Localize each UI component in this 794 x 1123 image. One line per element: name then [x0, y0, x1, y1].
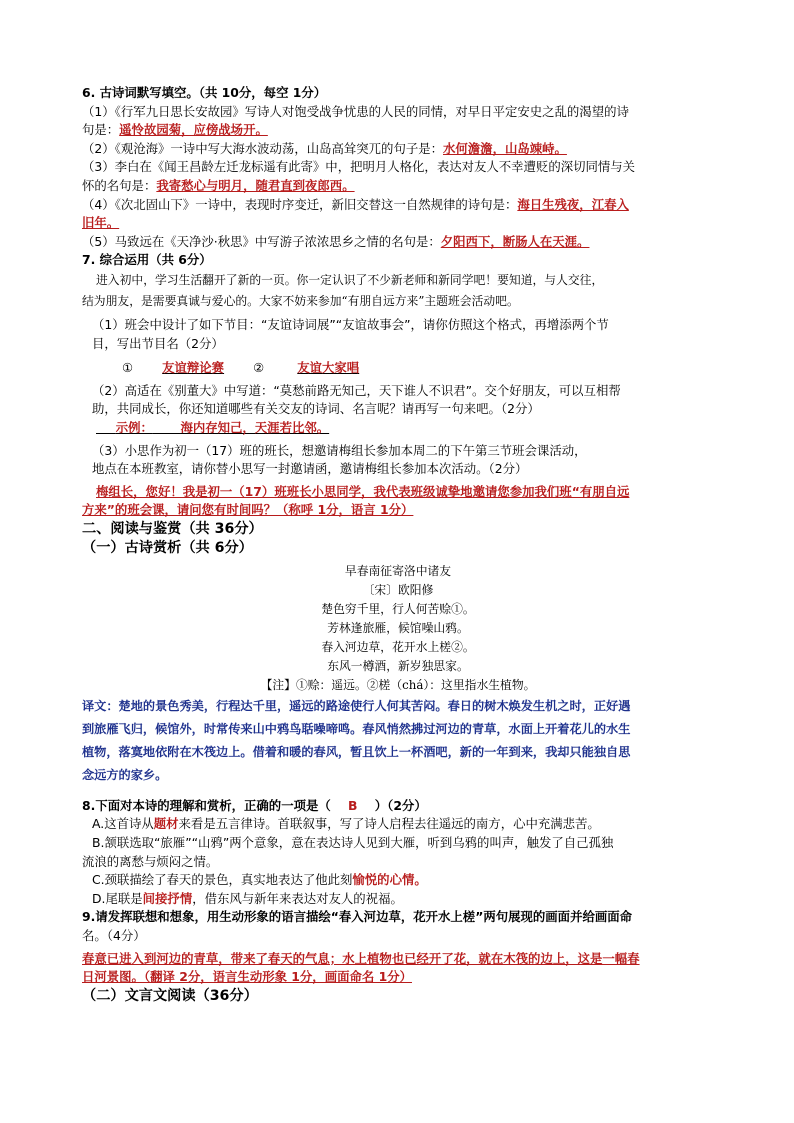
- section2-sub1-title: （一）古诗赏析（共 6分）: [82, 539, 253, 556]
- q9-answer-line1: 春意已进入到河边的青草，带来了春天的气息；水上植物也已经开了花，就在木筏的边上，这是一幅春: [82, 950, 640, 966]
- q7-title: 7. 综合运用（共 6分）: [82, 252, 212, 268]
- q6-item-5: （5）马致远在《天净沙·秋思》中写游子浓浓思乡之情的名句是：夕阳西下，断肠人在天涯。: [82, 233, 590, 249]
- q6-answer-1: 遥怜故园菊，应傍战场开。: [119, 122, 268, 138]
- q9-answer-line2: 日河景图。（翻译 2分，语言生动形象 1分，画面命名 1分）: [82, 969, 412, 985]
- q6-answer-2: 水何澹澹，山岛竦峙。: [443, 140, 567, 156]
- q7-part3-line2: 地点在本班教室，请你替小思写一封邀请函，邀请梅组长参加本次活动。（2分）: [92, 461, 528, 477]
- exam-page: [82, 84, 714, 1006]
- translation-line-4: 念远方的家乡。: [82, 767, 168, 782]
- q8-answer: B: [348, 797, 358, 813]
- poem-line-4: 东风一樽酒，新岁独思家。: [327, 658, 469, 673]
- q6-item-4-line2: [82, 214, 714, 233]
- q6-item-3-line2: 怀的名句是：我寄愁心与明月，随君直到夜郎西。: [82, 177, 355, 193]
- section2-title: 二、阅读与鉴赏（共 36分）: [82, 520, 263, 537]
- translation-line-2: 到旅雁飞归，候馆外，时常传来山中鸦鸟聒噪啼鸣。春风悄然拂过河边的青草，水面上开着花儿的水生: [82, 721, 631, 736]
- q7-part1-answers: ① 友谊辩论赛 ② 友谊大家唱: [82, 359, 714, 378]
- q6-item-2: （2）《观沧海》一诗中写大海水波动荡，山岛高耸突兀的句子是：水何澹澹，山岛竦峙。: [82, 140, 567, 156]
- q7-part2-blank: 示例： 海内存知己，天涯若比邻。: [115, 419, 330, 435]
- q7-intro-line1: 进入初中，学习生活翻开了新的一页。你一定认识了不少新老师和新同学吧！要知道，与人交往，: [96, 272, 604, 287]
- q7-part1-blank-1: 友谊辩论赛: [162, 360, 225, 376]
- q7-part2-answer: [82, 419, 714, 438]
- q7-part2-line2: 助，共同成长，你还知道哪些有关交友的诗词、名言呢？请再写一句来吧。（2分）: [92, 401, 540, 417]
- translation-line-3: 植物，落寞地依附在木筏边上。借着和暖的春风，暂且饮上一杯酒吧，新的一年到来，我却只能独自思: [82, 744, 631, 759]
- q9-stem-line1: 9.请发挥联想和想象，用生动形象的语言描绘“春入河边草，花开水上槎”两句展现的画面并给画面命: [82, 909, 633, 925]
- poem-note: 【注】①赊：遥远。②槎（chá）：这里指水生植物。: [260, 677, 536, 692]
- q6-answer-3: 我寄愁心与明月，随君直到夜郎西。: [156, 177, 355, 193]
- section2-sub2-title: （二）文言文阅读（36分）: [82, 987, 258, 1004]
- q8-option-d: D.尾联是间接抒情，借东风与新年来表达对友人的祝福。: [92, 890, 403, 906]
- q7-part3-answer-line2: 方来”的班会课，请问您有时间吗？（称呼 1分，语言 1分）: [82, 502, 414, 518]
- q7-intro-line2: 结为朋友，是需要真诚与爱心的。大家不妨来参加“有朋自远方来”主题班会活动吧。: [82, 293, 519, 308]
- q7-part2-line1: （2）高适在《别董大》中写道：“莫愁前路无知己，天下谁人不识君”。交个好朋友，可以互相帮: [92, 382, 621, 398]
- q8-option-a: A.这首诗从题材来看是五言律诗。首联叙事，写了诗人启程去往遥远的南方，心中充满悲苦。: [92, 816, 600, 832]
- q6-answer-4b: 旧年。: [82, 215, 120, 231]
- q6-item-3-line1: （3）李白在《闻王昌龄左迁龙标遥有此寄》中，把明月人格化，表达对友人不幸遭贬的深切同情与关: [82, 159, 636, 175]
- q7-part3-answer-line1: 梅组长，您好！我是初一（17）班班长小思同学，我代表班级诚挚地邀请您参加我们班“有朋自远: [96, 483, 630, 499]
- q7-part1-line1: （1）班会中设计了如下节目：“友谊诗词展”“友谊故事会”，请你仿照这个格式，再增添两个节: [92, 316, 609, 332]
- q8-stem: 8.下面对本诗的理解和赏析，正确的一项是（ B ）（2分）: [82, 797, 427, 813]
- translation-line-1: 译文：楚地的景色秀美，行程达千里，遥远的路途使行人何其苦闷。春日的树木焕发生机之时，正好遇: [82, 698, 631, 713]
- q7-part1-line2: 目，写出节目名（2分）: [92, 335, 224, 351]
- q6-item-1-line2: 句是：遥怜故园菊，应傍战场开。: [82, 122, 268, 138]
- q6-title: 6. 古诗词默写填空。（共 10分，每空 1分）: [82, 85, 327, 100]
- q6-item-4-line1: （4）《次北固山下》一诗中，表现时序变迁，新旧交替这一自然规律的诗句是：海日生残夜，江春入: [82, 196, 629, 212]
- q8-option-b-line1: B.颔联选取“旅雁”“山鸦”两个意象，意在表达诗人见到大雁，听到乌鸦的叫声，触发了自己孤独: [92, 835, 614, 851]
- q9-stem-line2: 名。（4分）: [82, 928, 146, 944]
- q7-part3-line1: （3）小思作为初一（17）班的班长，想邀请梅组长参加本周二的下午第三节班会课活动，: [92, 442, 587, 458]
- poem-line-1: 楚色穷千里，行人何苦赊①。: [321, 601, 475, 616]
- q8-option-c: C.颈联描绘了春天的景色，真实地表达了他此刻愉悦的心情。: [92, 872, 427, 888]
- q8-option-b-line2: 流浪的离愁与烦闷之情。: [82, 853, 219, 869]
- q7-part1-blank-2: 友谊大家唱: [297, 360, 360, 376]
- poem-title: 早春南征寄洛中诸友: [344, 563, 452, 578]
- poem-line-3: 春入河边草，花开水上槎②。: [321, 639, 475, 654]
- q6-answer-5: 夕阳西下，断肠人在天涯。: [440, 233, 590, 249]
- q6-answer-4a: 海日生残夜，江春入: [517, 196, 629, 212]
- poem-line-2: 芳林逢旅雁，候馆噪山鸦。: [327, 620, 469, 635]
- q6-item-1-line1: （1）《行军九日思长安故园》写诗人对饱受战争忧患的人民的同情，对早日平定安史之乱的渴望的诗: [82, 103, 629, 119]
- poem-author: 〔宋〕欧阳修: [362, 582, 434, 597]
